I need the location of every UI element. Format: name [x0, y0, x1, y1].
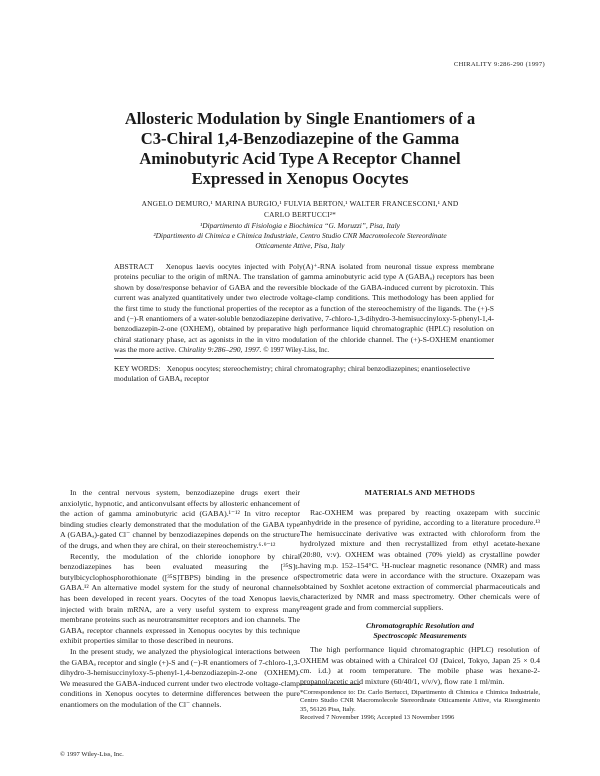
received-note: Received 7 November 1996; Accepted 13 November 1996	[300, 714, 455, 722]
keywords-label: KEY WORDS:	[114, 364, 161, 373]
journal-header: CHIRALITY 9:286-290 (1997)	[453, 61, 545, 68]
article-title	[60, 109, 540, 189]
left-column	[60, 488, 300, 710]
abstract-text: Xenopus laevis oocytes injected with Poly(A)⁺-RNA isolated from neuronal tissue express membrane proteins peculiar to the origin of mRNA. The translation of gamma aminobutyric acid type A (GABAₐ) receptors has been shown by dose/response behavior of GABA and the reversible blockade of the GABA-induced current by picrotoxin. This current was analyzed quantitatively under two electrode voltage-clamp conditions. This methodology has been applied for the first time to study the functional properties of the receptor as a function of the stereochemistry of the ligands. The (+)-S and (−)-R enantiomers of a water-soluble benzodiazepine derivative, 7-chloro-1,3-dihydro-3-hemisuccinyloxy-5-phenyl-1,4-benzodiazepin-2-one (OXHEM), obtained by preparative high performance liquid chromatographic (HPLC) resolution on chiral stationary phase, act as agonists in the in vitro modulation of the chloride channel. The (+)-S-OXHEM enantiomer was the more active.	[114, 262, 494, 355]
title-line: C3-Chiral 1,4-Benzodiazepine of the Gamma	[140, 129, 460, 148]
body-paragraph: In the present study, we analyzed the physiological interactions between the GABAₐ receptor and single (+)-S and (−)-R enantiomers of 7-chloro-1,3-dihydro-3-hemisuccinyloxy-5-phenyl-1,4-benzodiazepin-2-one (OXHEM). We measured the GABA-induced current under two electrode voltage-clamp conditions in Xenopus oocytes to determine differences between the pure enantiomers on the modulation of the Cl⁻ channels.	[60, 646, 300, 709]
right-column	[300, 488, 540, 687]
body-paragraph: In the central nervous system, benzodiazepine drugs exert their anxiolytic, hypnotic, and anticonvulsant effects by allosteric enhancement of the action of gamma aminobutyric acid (GABA).¹⁻¹² In vitro receptor binding studies clearly demonstrated that the modulation of the GABA type A (GABAₐ)-gated Cl⁻ channel by benzodiazepines depends on the structure of the drugs, and when they are chiral, on their stereochemistry.⁶·⁹⁻¹²	[60, 488, 300, 550]
body-paragraph: The high performance liquid chromatographic (HPLC) resolution of OXHEM was obtained with a Chiralcel OJ (Daicel, Tokyo, Japan 25 × 0.4 cm. i.d.) at room temperature. The mobile phase was hexane-2-propanol/acetic acid mixture (60/40/1, v/v/v), flow rate 1 ml/min.	[300, 644, 540, 686]
abstract-label: ABSTRACT	[114, 262, 154, 271]
affiliation: Otticamente Attive, Pisa, Italy	[255, 241, 345, 251]
footnote	[300, 689, 540, 723]
page-copyright: © 1997 Wiley-Liss, Inc.	[60, 751, 124, 758]
authors-line: CARLO BERTUCCI²*	[263, 210, 337, 219]
authors-line: ANGELO DEMURO,¹ MARINA BURGIO,¹ FULVIA BERTON,¹ WALTER FRANCESCONI,¹ AND	[141, 199, 459, 208]
keywords	[114, 364, 494, 384]
abstract-copyright: © 1997 Wiley-Liss, Inc.	[263, 347, 330, 355]
abstract-divider	[114, 358, 494, 359]
abstract	[114, 262, 494, 357]
author-list	[60, 198, 540, 220]
title-line: Aminobutyric Acid Type A Receptor Channel	[139, 149, 461, 168]
body-paragraph: Recently, the modulation of the chloride ionophore by chiral benzodiazepines has been evaluated measuring the [³⁵S]t-butylbicyclophosphorothionate ([³⁵S]TBPS) binding in the presence of GABA.¹² An alternative model system for the study of neuronal channels has been developed in recent years. Oocytes of the toad Xenopus laevis, injected with brain mRNA, are a very useful system to express many membrane proteins such as neurotransmitter receptors and ion channels. The GABAₐ receptor channels expressed in Xenopus oocytes by this technique exhibit properties similar to those described in neurons.	[60, 551, 300, 646]
title-line: Allosteric Modulation by Single Enantiomers of a	[124, 109, 476, 128]
subsection-line: Spectroscopic Measurements	[373, 630, 467, 640]
affiliations	[80, 221, 520, 252]
section-title: MATERIALS AND METHODS	[364, 488, 476, 497]
title-line: Expressed in Xenopus Oocytes	[191, 169, 409, 188]
subsection-line: Chromatographic Resolution and	[366, 620, 474, 630]
correspondence-note: *Correspondence to: Dr. Carlo Bertucci, Dipartimento di Chimica e Chimica Industriale, Centro Studio CNR Macromolecole Stereordinate Otticamente Attive, via Risorgimento 35, 56126 Pisa, Italy.	[300, 689, 540, 713]
affiliation: ²Dipartimento di Chimica e Chimica Industriale, Centro Studio CNR Macromolecole Stereordinate	[153, 231, 447, 241]
affiliation: ¹Dipartimento di Fisiologia e Biochimica “G. Moruzzi”, Pisa, Italy	[200, 221, 400, 230]
subsection-title	[300, 621, 540, 641]
abstract-citation: Chirality 9:286–290, 1997.	[178, 345, 262, 355]
body-paragraph: Rac-OXHEM was prepared by reacting oxazepam with succinic anhydride in the presence of pyridine, according to a literature procedure.¹³ The hemisuccinate derivative was extracted with chloroform from the hydrolyzed mixture and then recrystallized from ethyl acetate-hexane (20:80, v:v). OXHEM was obtained (70% yield) as crystalline powder having m.p. 152–154°C. ¹H-nuclear magnetic resonance (NMR) and mass spectrometric data were in accordance with the structure. Oxazepam was obtained by Soxhlet acetone extraction of commercial pharmaceuticals and characterized by NMR and mass spectrometry. Other chemicals were of reagent grade and from commercial suppliers.	[300, 507, 540, 612]
footnote-divider	[300, 684, 360, 685]
keywords-text: Xenopus oocytes; stereochemistry; chiral chromatography; chiral benzodiazepines; enantioselective modulation of GABAₐ receptor	[114, 364, 471, 384]
